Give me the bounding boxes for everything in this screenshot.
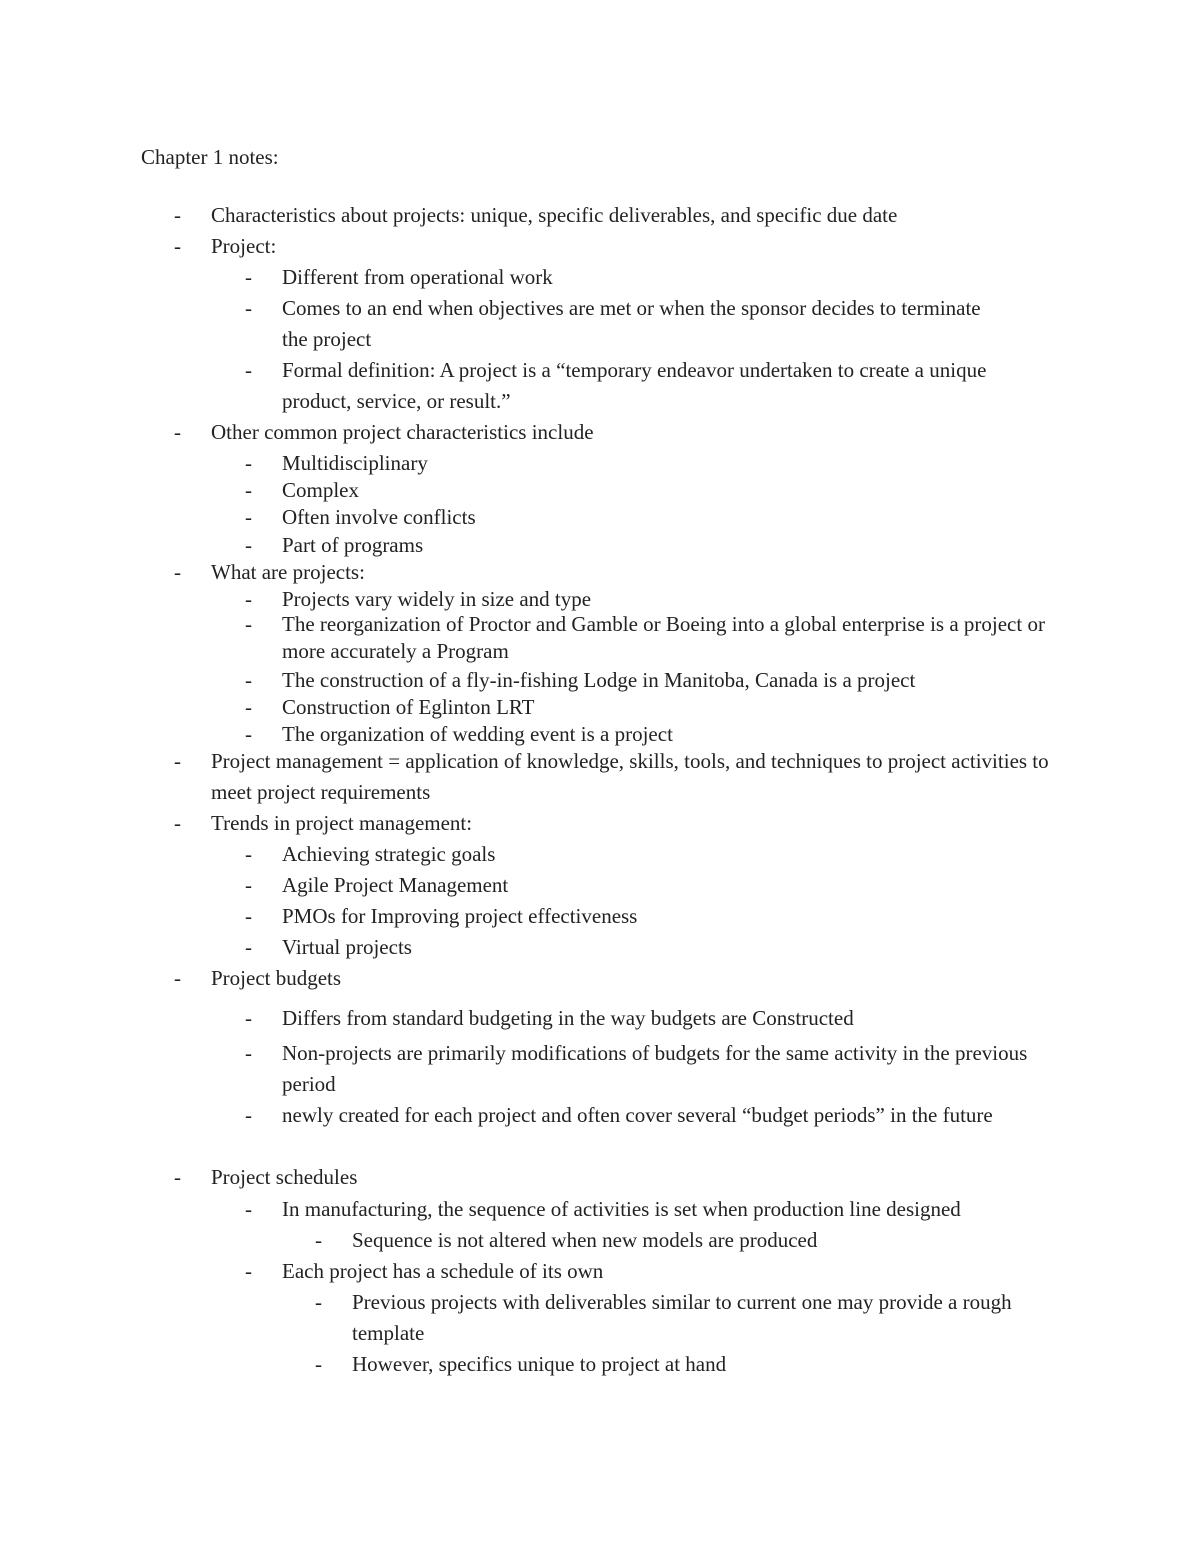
- list-item-text: Formal definition: A project is a “temporary endeavor undertaken to create a unique product, service, or result.”: [282, 358, 987, 413]
- list-item: [245, 1038, 1052, 1100]
- list-item-text: Comes to an end when objectives are met or when the sponsor decides to terminate the project: [282, 296, 981, 351]
- bullet-dash: -: [245, 478, 252, 502]
- bullet-dash: -: [245, 358, 252, 382]
- list-item-text: Often involve conflicts: [282, 505, 476, 529]
- list-item-text: Sequence is not altered when new models are produced: [352, 1228, 818, 1252]
- bullet-dash: -: [315, 1228, 322, 1252]
- bullet-dash: -: [245, 612, 252, 636]
- list-item: [245, 1194, 1072, 1225]
- list-item-text: PMOs for Improving project effectiveness: [282, 904, 638, 928]
- list-item: [245, 502, 1072, 533]
- list-item: [315, 1287, 1042, 1349]
- list-item-text: Project schedules: [211, 1165, 358, 1189]
- list-item-text: In manufacturing, the sequence of activities is set when production line designed: [282, 1197, 961, 1221]
- list-item-text: Achieving strategic goals: [282, 842, 496, 866]
- bullet-dash: -: [245, 722, 252, 746]
- bullet-dash: -: [245, 533, 252, 557]
- list-item-text: The organization of wedding event is a project: [282, 722, 673, 746]
- list-item: [245, 611, 1072, 665]
- list-item: [245, 870, 1072, 901]
- bullet-dash: -: [245, 873, 252, 897]
- bullet-dash: -: [174, 966, 181, 990]
- list-item-text: Characteristics about projects: unique, specific deliverables, and specific due date: [211, 203, 898, 227]
- bullet-dash: -: [174, 749, 181, 773]
- bullet-dash: -: [245, 587, 252, 611]
- list-item-text: Trends in project management:: [211, 811, 473, 835]
- list-item-text: Projects vary widely in size and type: [282, 587, 592, 611]
- page-title: Chapter 1 notes:: [141, 145, 279, 169]
- list-item-text: Project:: [211, 234, 277, 258]
- bullet-dash: -: [245, 505, 252, 529]
- list-item: [245, 293, 987, 355]
- list-item-text: Other common project characteristics include: [211, 420, 594, 444]
- bullet-dash: -: [245, 842, 252, 866]
- bullet-dash: -: [245, 1006, 252, 1030]
- list-item-text: Part of programs: [282, 533, 424, 557]
- list-item: [174, 808, 1071, 839]
- bullet-dash: -: [245, 904, 252, 928]
- list-item-text: Project budgets: [211, 966, 342, 990]
- bullet-dash: -: [245, 1041, 252, 1065]
- list-item: [174, 746, 1071, 808]
- bullet-dash: -: [315, 1290, 322, 1314]
- bullet-dash: -: [245, 1259, 252, 1283]
- list-item: [245, 901, 1072, 932]
- list-item: [245, 262, 1072, 293]
- bullet-dash: -: [245, 265, 252, 289]
- list-item-text: Agile Project Management: [282, 873, 509, 897]
- bullet-dash: -: [315, 1352, 322, 1376]
- bullet-dash: -: [174, 1165, 181, 1189]
- list-item: [245, 839, 1072, 870]
- list-item: [174, 1162, 1071, 1193]
- list-item: [174, 200, 1071, 231]
- list-item-text: Different from operational work: [282, 265, 553, 289]
- list-item-text: What are projects:: [211, 560, 365, 584]
- list-item: [245, 1100, 1042, 1131]
- list-item: [245, 355, 1017, 417]
- bullet-dash: -: [174, 420, 181, 444]
- list-item-text: Differs from standard budgeting in the way budgets are Constructed: [282, 1006, 854, 1030]
- list-item-text: Complex: [282, 478, 359, 502]
- list-item-text: Non-projects are primarily modifications of budgets for the same activity in the previous period: [282, 1041, 1028, 1096]
- list-item: [174, 231, 1071, 262]
- list-item: [174, 963, 1071, 994]
- bullet-dash: -: [245, 935, 252, 959]
- list-item: [174, 417, 1071, 448]
- bullet-dash: -: [245, 695, 252, 719]
- bullet-dash: -: [174, 811, 181, 835]
- list-item-text: Project management = application of knowledge, skills, tools, and techniques to project activities to meet project requirements: [211, 749, 1049, 804]
- list-item-text: The reorganization of Proctor and Gamble or Boeing into a global enterprise is a project or more accurately a Program: [282, 612, 1045, 663]
- bullet-dash: -: [245, 1197, 252, 1221]
- list-item: [315, 1225, 1072, 1256]
- list-item: [245, 932, 1072, 963]
- bullet-dash: -: [245, 668, 252, 692]
- bullet-dash: -: [174, 234, 181, 258]
- list-item: [245, 1003, 1072, 1034]
- list-item: [245, 1256, 1072, 1287]
- list-item-text: Each project has a schedule of its own: [282, 1259, 604, 1283]
- list-item-text: Virtual projects: [282, 935, 412, 959]
- list-item-text: The construction of a fly-in-fishing Lodge in Manitoba, Canada is a project: [282, 668, 916, 692]
- list-item-text: Construction of Eglinton LRT: [282, 695, 535, 719]
- list-item-text: newly created for each project and often cover several “budget periods” in the future: [282, 1103, 993, 1127]
- list-item-text: Multidisciplinary: [282, 451, 428, 475]
- list-item-text: However, specifics unique to project at hand: [352, 1352, 727, 1376]
- list-item-text: Previous projects with deliverables similar to current one may provide a rough template: [352, 1290, 1012, 1345]
- bullet-dash: -: [174, 203, 181, 227]
- list-item: [315, 1349, 1072, 1380]
- bullet-dash: -: [245, 1103, 252, 1127]
- bullet-dash: -: [245, 451, 252, 475]
- bullet-dash: -: [245, 296, 252, 320]
- bullet-dash: -: [174, 560, 181, 584]
